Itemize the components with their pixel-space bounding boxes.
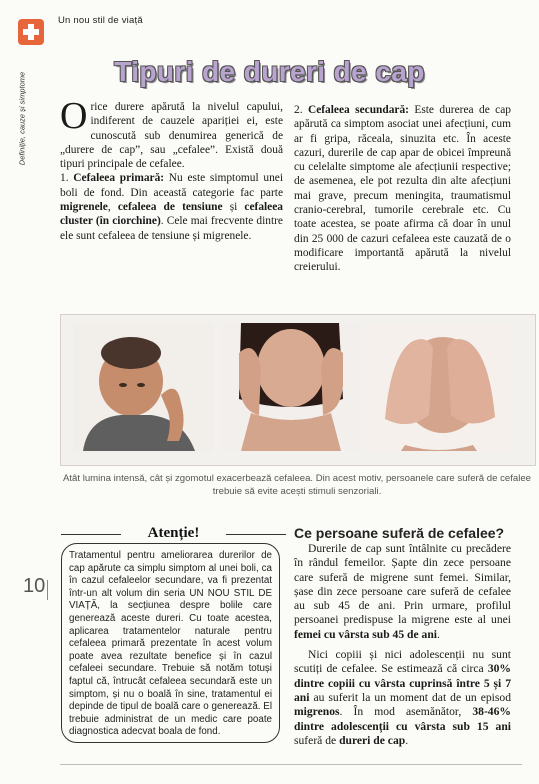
attention-text: Tratamentul pentru ameliorarea durerilor de cap apărute ca simplu simptom al unei boli, ca în cazul cefaleelor secundare, va fi prezentat într-un alt volum din seria UN NOU STIL DE VIAȚĂ, la secțiunea despre bolile care generează aceste dureri. Cu toate acestea, aplicarea tratamentelor naturale pentru cefaleea primară prezentate în acest volum poate avea rezultate benefice și în cazul cefaleei secundare. Trebuie să notăm totuși faptul că, întrucât cefaleea secundară este un simptom, și nu o boală în sine, tratamentul ei depinde de tipul de boală care o generează. El trebuie administrat de un medic care poate diagnostica adecvat boala de fond. xyxy=(69,550,272,738)
photo-man-headache xyxy=(73,323,213,451)
item1-text-d: . Cele mai frecvente dintre ele sunt cefaleea de tensiune și migrenele. xyxy=(60,215,283,242)
primary-headache-item xyxy=(60,171,283,242)
sufferers-paragraph-2 xyxy=(294,648,511,748)
figure-caption: Atât lumina intensă, cât și zgomotul exacerbează cefaleea. Din acest motiv, persoanele care suferă de cefalee trebuie să evite acești stimuli senzoriali. xyxy=(62,473,532,497)
drop-cap: O xyxy=(60,95,88,137)
item2-number: 2. xyxy=(294,104,303,116)
sufferers-p2-b: au suferit la un moment dat de un episod xyxy=(309,690,511,704)
sufferers-paragraph-1 xyxy=(294,542,511,642)
sufferers-p1-end: . xyxy=(437,627,440,641)
photo-face-covered-hands xyxy=(369,323,509,451)
item2-text: Este durerea de cap apărută ca simptom asociat unei afecțiuni, cum ar fi gripa, răceala, sinuzita etc. În aceste cazuri, durerile de cap apar de obicei împreună cu celelalte simptome ale afecțiunii respective; de asemenea, ele pot rezulta din alte afecțiuni mai grave, precum meningita, traumatismul cranio-cerebral, tumorile cerebrale etc. Cu toate acestea, se poate afirma că doar în unul din 25 000 de cazuri cefaleea este cauzată de o modificare importantă apărută la nivelul creierului. xyxy=(294,104,511,274)
item1-text-c: și xyxy=(222,201,245,214)
sufferers-p2-e: . xyxy=(405,733,409,747)
item1-text-a: Nu este simptomul unei boli de fond. Din această categorie fac parte xyxy=(60,172,283,199)
item1-bold-cluster: cefaleea cluster (în ciorchine) xyxy=(60,201,283,228)
intro-text: rice durere apărută la nivelul capului, indiferent de cauzele apariției ei, este cunoscută sub denumirea generică de „durere de cap”, sau „cefalee”. Există două tipuri principale de cefalee. xyxy=(60,101,283,171)
series-logo xyxy=(18,19,44,45)
sufferers-p2-bold-4: dureri de cap xyxy=(339,733,406,747)
attention-title: Atenție! xyxy=(61,525,286,542)
page-number: 10 xyxy=(23,575,46,597)
item1-number: 1. xyxy=(60,172,69,185)
secondary-headache-item xyxy=(294,103,511,275)
photo-woman-hands-ears xyxy=(221,323,361,451)
item1-bold-tension: cefaleea de tensiune xyxy=(117,201,223,214)
woman-illustration xyxy=(221,323,361,451)
sufferers-p2-bold-3: 38-46% dintre adolescenții cu vârsta sub 15 ani xyxy=(294,705,511,733)
page-title: Tipuri de dureri de cap xyxy=(114,56,425,87)
photo-strip xyxy=(60,314,536,466)
item2-title: Cefaleea secundară: xyxy=(307,104,409,116)
face-hands-illustration xyxy=(369,323,509,451)
sufferers-heading: Ce persoane suferă de cefalee? xyxy=(294,525,505,541)
right-column xyxy=(294,103,511,275)
item1-title: Cefaleea primară: xyxy=(73,172,165,185)
sufferers-p2-a: Nici copiii și nici adolescenții nu sunt scutiți de cefalee. Se estimează că circa xyxy=(294,648,511,676)
attention-box xyxy=(61,543,280,743)
intro-paragraph xyxy=(60,95,283,171)
bottom-rule xyxy=(60,764,522,765)
left-column xyxy=(60,95,283,243)
item1-text-b: , xyxy=(107,201,118,214)
sufferers-p2-c: . În mod asemănător, xyxy=(339,705,473,719)
sufferers-text xyxy=(294,542,511,748)
sufferers-p1-bold: femei cu vârsta sub 45 de ani xyxy=(294,627,437,641)
sufferers-p2-bold-2: migrenos xyxy=(294,705,340,719)
man-illustration xyxy=(73,323,213,451)
sufferers-p1-text: Durerile de cap sunt întâlnite cu precădere în rândul femeilor. Șapte din zece persoane care suferă de migrene sunt femei. Similar, șase din zece persoane care suferă de cefalee au sub 45 de ani. Prin urmare, profilul persoanei predispuse la migrene este al unei xyxy=(294,542,511,627)
item1-bold-migraine: migrenele xyxy=(60,201,108,214)
side-title-label: Definiție, cauze și simptome xyxy=(17,71,27,166)
sufferers-p2-d: suferă de xyxy=(294,733,340,747)
sufferers-p2-bold-1: 30% dintre copiii cu vârsta cuprinsă între 5 și 7 ani xyxy=(294,662,511,704)
series-label: Un nou stil de viață xyxy=(58,15,143,26)
